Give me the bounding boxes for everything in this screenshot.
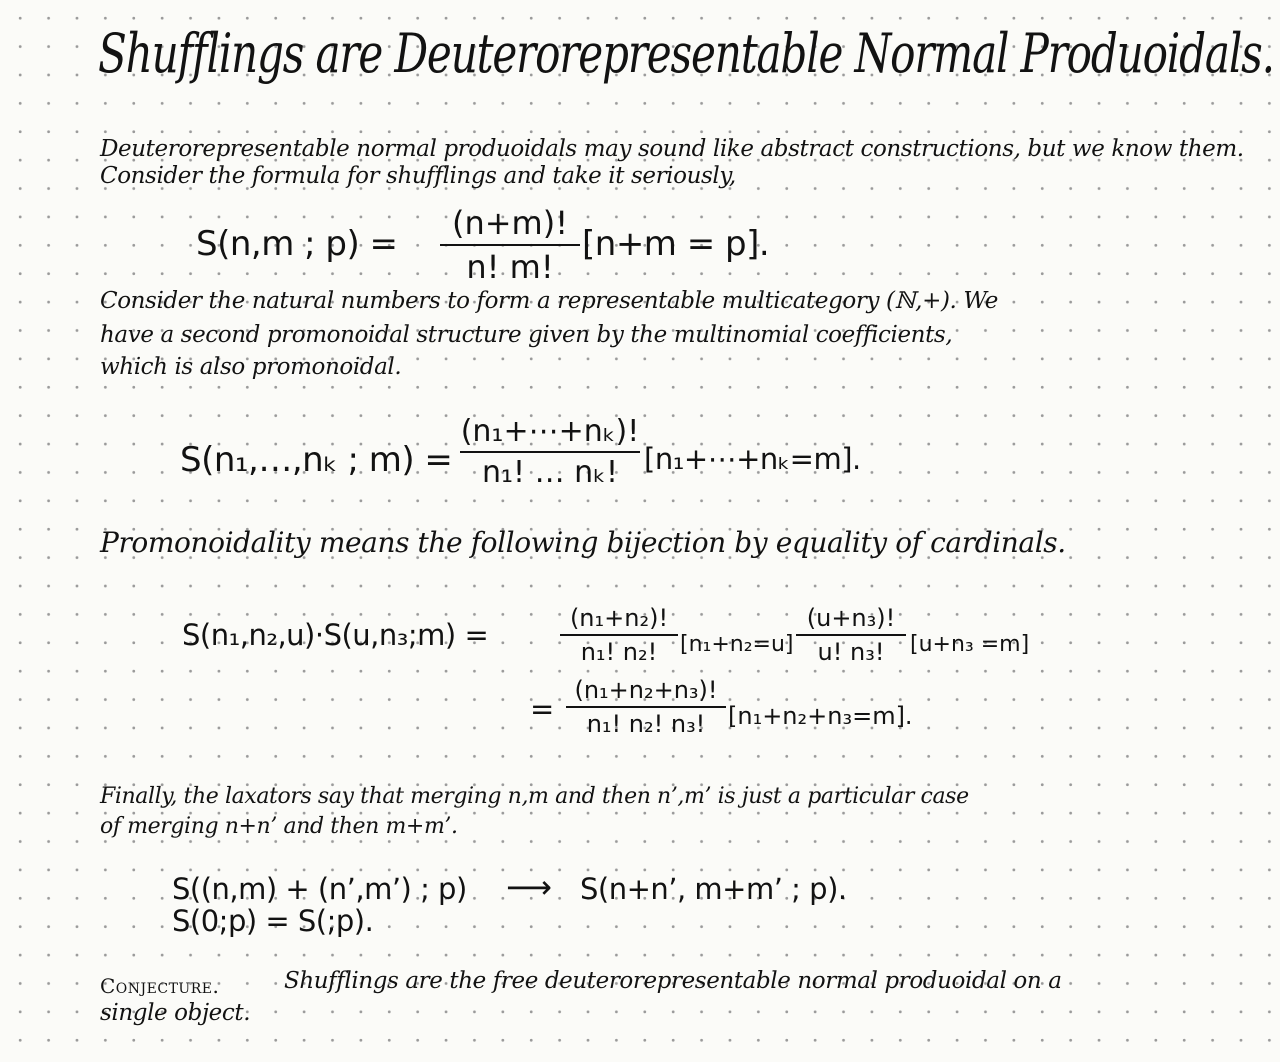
para2-line-3: which is also promonoidal.: [100, 354, 402, 380]
formula3-bracket-2: [u+n₃ =m]: [910, 632, 1030, 657]
para3-text: Promonoidality means the following bijection by equality of cardinals.: [100, 526, 1066, 559]
formula3-equals: =: [530, 692, 554, 726]
formula3-frac3-numerator: (n₁+n₂+n₃)!: [574, 676, 718, 704]
formula2-fraction: [460, 414, 640, 490]
formula1-denominator: n! m!: [466, 248, 554, 286]
fraction-bar: [566, 706, 726, 708]
conjecture-label: Conjecture.: [100, 974, 220, 998]
formula1-lhs: S(n,m ; p) =: [196, 224, 398, 264]
laxator-2: S(0;p) = S(;p).: [172, 904, 374, 938]
formula3-frac3-denominator: n₁! n₂! n₃!: [586, 710, 706, 738]
formula3-frac2-numerator: (u+n₃)!: [806, 604, 896, 632]
formula3-fraction-3: [566, 676, 726, 738]
arrow-icon: ⟶: [506, 868, 552, 906]
formula2-numerator: (n₁+⋯+nₖ)!: [460, 414, 640, 449]
formula2-lhs: S(n₁,…,nₖ ; m) =: [180, 440, 453, 480]
page-title: Shufflings are Deuterorepresentable Normal Produoidals.: [98, 22, 1274, 85]
fraction-bar: [460, 451, 640, 453]
intro-line-1: Deuterorepresentable normal produoidals may sound like abstract constructions, but we know them.: [100, 136, 1244, 162]
formula1-bracket: [n+m = p].: [582, 224, 770, 264]
intro-line-2: Consider the formula for shufflings and take it seriously,: [100, 163, 736, 189]
formula3-frac2-denominator: u! n₃!: [817, 638, 885, 666]
formula1-numerator: (n+m)!: [451, 204, 569, 242]
formula3-bracket-1: [n₁+n₂=u]: [680, 632, 794, 657]
conjecture-line-1: Shufflings are the free deuterorepresentable normal produoidal on a: [284, 968, 1062, 994]
formula3-frac1-numerator: (n₁+n₂)!: [569, 604, 669, 632]
fraction-bar: [796, 634, 906, 636]
formula3-fraction-1: [560, 604, 678, 666]
para4-line-2: of merging n+n’ and then m+m’.: [100, 814, 458, 839]
formula3-lhs: S(n₁,n₂,u)·S(u,n₃;m) =: [182, 618, 489, 652]
fraction-bar: [560, 634, 678, 636]
para2-line-2: have a second promonoidal structure given by the multinomial coefficients,: [100, 322, 953, 348]
formula3-bracket-3: [n₁+n₂+n₃=m].: [728, 702, 913, 730]
conjecture-line-2: single object.: [100, 1000, 251, 1026]
fraction-bar: [440, 244, 580, 246]
laxator-1-rhs: S(n+n’, m+m’ ; p).: [580, 872, 847, 906]
para2-line-1: Consider the natural numbers to form a representable multicategory (ℕ,+). We: [100, 288, 998, 314]
formula1-fraction: [440, 204, 580, 286]
para4-line-1: Finally, the laxators say that merging n,m and then n’,m’ is just a particular case: [100, 784, 969, 809]
formula3-fraction-2: [796, 604, 906, 666]
formula2-bracket: [n₁+⋯+nₖ=m].: [644, 442, 861, 476]
laxator-1-lhs: S((n,m) + (n’,m’) ; p): [172, 872, 467, 906]
formula3-frac1-denominator: n₁! n₂!: [580, 638, 658, 666]
formula2-denominator: n₁! … nₖ!: [482, 455, 618, 490]
